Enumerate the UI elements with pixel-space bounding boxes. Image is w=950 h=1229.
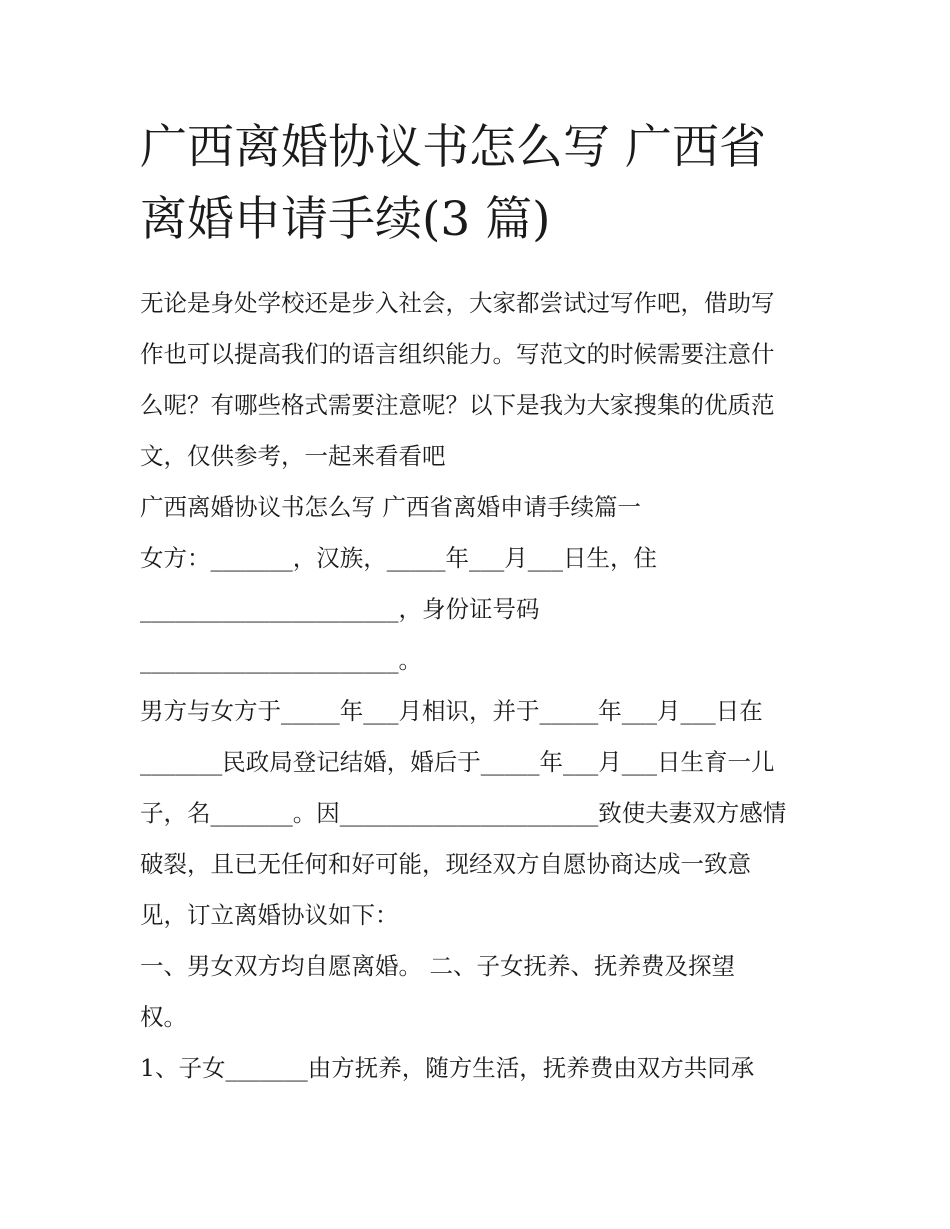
body-line: 子，名_______。因______________________致使夫妻双方感情 (140, 799, 787, 827)
body-line: 男方与女方于_____年___月相识，并于_____年___月___日在 (140, 697, 763, 725)
section-heading: 广西离婚协议书怎么写 广西省离婚申请手续篇一 (140, 493, 641, 521)
document-title (140, 112, 830, 256)
body-line: ______________________。 (140, 646, 422, 674)
body-line: 破裂，且已无任何和好可能，现经双方自愿协商达成一致意 (140, 850, 751, 878)
body-line: 权。 (140, 1003, 187, 1031)
body-line: 无论是身处学校还是步入社会，大家都尝试过写作吧，借助写 (140, 289, 775, 317)
title-line-2: 离婚申请手续(3 篇) (140, 192, 551, 247)
body-line: 1、子女_______由方抚养，随方生活，抚养费由双方共同承 (140, 1054, 755, 1082)
body-line: _______民政局登记结婚，婚后于_____年___月___日生育一儿 (140, 748, 775, 776)
body-line: 见，订立离婚协议如下： (140, 901, 399, 929)
body-line: 女方：_______，汉族，_____年___月___日生，住 (140, 544, 657, 572)
body-line: 作也可以提高我们的语言组织能力。写范文的时候需要注意什 (140, 340, 775, 368)
title-line-1: 广西离婚协议书怎么写 广西省 (140, 120, 766, 175)
body-line: 文，仅供参考，一起来看看吧 (140, 442, 446, 470)
document-body (140, 278, 840, 1094)
body-line: 一、男女双方均自愿离婚。 二、子女抚养、抚养费及探望 (140, 952, 735, 980)
body-line: ______________________，身份证号码 (140, 595, 540, 623)
body-line: 么呢？有哪些格式需要注意呢？以下是我为大家搜集的优质范 (140, 391, 775, 419)
